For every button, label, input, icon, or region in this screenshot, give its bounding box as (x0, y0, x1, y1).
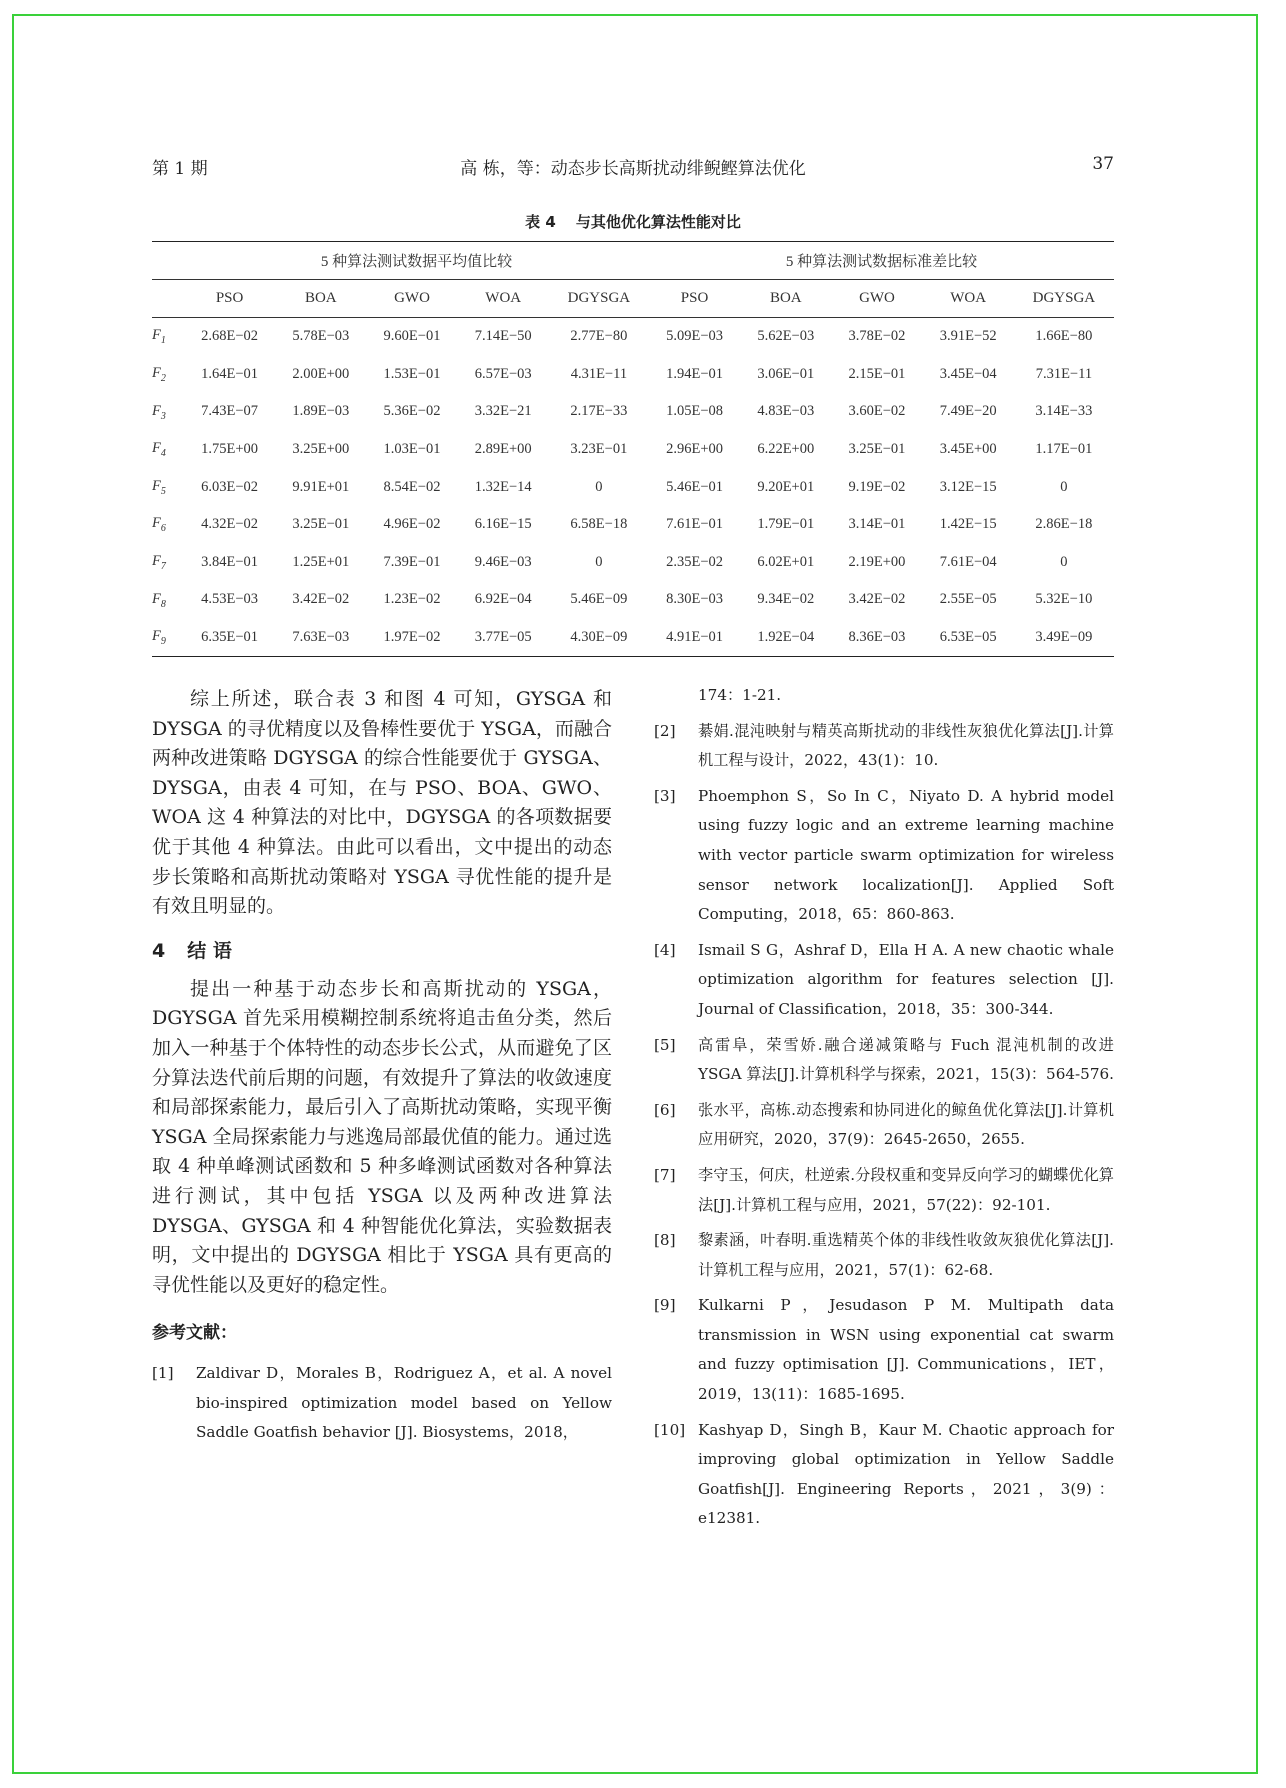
table-cell: 5.46E−01 (666, 478, 724, 495)
table-cell: 4.53E−03 (201, 591, 259, 608)
table-caption (152, 211, 1114, 232)
reference-number: [4] (654, 940, 676, 959)
table-cell: 7.43E−07 (201, 403, 259, 420)
table-cell: 3.45E+00 (939, 441, 997, 458)
table-number: 表 4 (525, 213, 556, 231)
reference-item (654, 1416, 1114, 1534)
table-cell: 6.92E−04 (474, 591, 532, 608)
table-cell: 8.30E−03 (666, 591, 724, 608)
table-cell: 5.09E−03 (666, 328, 724, 345)
table-group-header (152, 242, 1114, 280)
table-row (152, 506, 1114, 544)
table-cell: 7.63E−03 (292, 629, 350, 646)
function-label: $F_7$ (152, 552, 166, 572)
table-cell: 3.91E−52 (939, 328, 997, 345)
table-cell: 3.14E−33 (1035, 403, 1093, 420)
table-cell: 6.03E−02 (201, 478, 259, 495)
table-cell: 2.96E+00 (666, 441, 724, 458)
table-cell: 3.25E−01 (292, 516, 350, 533)
table-cell: 1.66E−80 (1035, 328, 1093, 345)
right-column (654, 685, 1114, 1540)
table-cell: 6.58E−18 (570, 516, 628, 533)
table-cell: 5.36E−02 (383, 403, 441, 420)
table-cell: 5.78E−03 (292, 328, 350, 345)
table-row (152, 619, 1114, 657)
running-title: 高 栋，等：动态步长高斯扰动绯鲵鲣算法优化 (460, 159, 806, 179)
table-cell: 3.45E−04 (939, 365, 997, 382)
reference-number: [7] (654, 1165, 676, 1184)
table-cell: 1.64E−01 (201, 365, 259, 382)
section-number: 4 (152, 939, 166, 962)
reference-number: [1] (152, 1364, 174, 1383)
table-cell: 2.00E+00 (292, 365, 350, 382)
table-cell: 2.17E−33 (570, 403, 628, 420)
table-cell: 4.91E−01 (666, 629, 724, 646)
column-header: WOA (923, 280, 1014, 318)
table-cell: 3.25E−01 (848, 441, 906, 458)
function-label: $F_3$ (152, 402, 166, 422)
table-row (152, 318, 1114, 356)
table-cell: 1.42E−15 (939, 516, 997, 533)
summary-paragraph: 综上所述，联合表 3 和图 4 可知，GYSGA 和 DYSGA 的寻优精度以及鲁棒性要优于 YSGA，而融合两种改进策略 DGYSGA 的综合性能要优于 GYSGA、DYSGA，由表 4 可知，在与 PSO、BOA、GWO、WOA 这 4 种算法的对比中，DGYSGA 的各项数据要优于其他 4 种算法。由此可以看出，文中提出的动态步长策略和高斯扰动策略对 YSGA 寻优性能的提升是有效且明显的。 (152, 688, 612, 918)
table-cell: 2.68E−02 (201, 328, 259, 345)
table-cell: 9.19E−02 (848, 478, 906, 495)
table-row (152, 356, 1114, 394)
results-table (152, 241, 1114, 657)
issue-number: 第 1 期 (152, 159, 208, 179)
reference-number: [9] (654, 1296, 676, 1315)
table-cell: 1.79E−01 (757, 516, 815, 533)
table-cell: 6.35E−01 (201, 629, 259, 646)
table-cell: 2.55E−05 (939, 591, 997, 608)
table-cell: 3.77E−05 (474, 629, 532, 646)
table-cell: 1.94E−01 (666, 365, 724, 382)
reference-item (654, 782, 1114, 930)
table-cell: 9.20E+01 (757, 478, 815, 495)
table-cell: 3.06E−01 (757, 365, 815, 382)
table-caption-text: 与其他优化算法性能对比 (575, 213, 741, 231)
reference-item (654, 936, 1114, 1025)
reference-text: 李守玉，何庆，杜逆索.分段权重和变异反向学习的蝴蝶优化算法[J].计算机工程与应用，2021，57(22)：92-101. (698, 1165, 1114, 1214)
reference-text: Phoemphon S，So In C，Niyato D. A hybrid model using fuzzy logic and an extreme learning machine with vector particle swarm optimization for wireless sensor network localization[J]. Applied Soft Computing，2018，65：860-863. (698, 786, 1114, 924)
section-heading (152, 936, 612, 963)
table-cell: 6.57E−03 (474, 365, 532, 382)
reference-item (654, 1031, 1114, 1090)
function-label: $F_5$ (152, 477, 166, 497)
reference-list (654, 717, 1114, 1534)
table-cell: 5.62E−03 (757, 328, 815, 345)
table-cell: 1.03E−01 (383, 441, 441, 458)
reference-text: 张水平，高栋.动态搜索和协同进化的鲸鱼优化算法[J].计算机应用研究，2020，37(9)：2645-2650，2655. (698, 1100, 1114, 1149)
column-header: DGYSGA (1014, 280, 1114, 318)
table-cell: 0 (1060, 478, 1068, 495)
column-header: GWO (366, 280, 457, 318)
table-cell: 0 (595, 553, 603, 570)
table-cell: 7.49E−20 (939, 403, 997, 420)
table-cell: 1.92E−04 (757, 629, 815, 646)
function-label: $F_4$ (152, 440, 166, 460)
table-cell: 7.14E−50 (474, 328, 532, 345)
table-cell: 2.19E+00 (848, 553, 906, 570)
table-cell: 6.53E−05 (939, 629, 997, 646)
reference-item (654, 1096, 1114, 1155)
reference-text: Zaldivar D，Morales B，Rodriguez A，et al. A novel bio-inspired optimization model based on Yellow Saddle Goatfish behavior [J]. Biosystems，2018， (196, 1364, 612, 1442)
column-header: BOA (740, 280, 831, 318)
table-cell: 6.22E+00 (757, 441, 815, 458)
function-label: $F_8$ (152, 590, 166, 610)
table-cell: 3.12E−15 (939, 478, 997, 495)
reference-number: [6] (654, 1100, 676, 1119)
reference-text: 黎素涵，叶春明.重选精英个体的非线性收敛灰狼优化算法[J].计算机工程与应用，2021，57(1)：62-68. (698, 1231, 1114, 1279)
column-header: PSO (649, 280, 740, 318)
reference-item (654, 1291, 1114, 1409)
table-cell: 4.30E−09 (570, 629, 628, 646)
table-cell: 9.46E−03 (474, 553, 532, 570)
reference-number: [5] (654, 1035, 676, 1054)
column-header: WOA (458, 280, 549, 318)
reference-text: Ismail S G，Ashraf D，Ella H A. A new chaotic whale optimization algorithm for features selection [J]. Journal of Classification，2018，35：300-344. (698, 940, 1114, 1018)
reference-text: Kashyap D，Singh B，Kaur M. Chaotic approach for improving global optimization in Yellow Saddle Goatfish[J]. Engineering Reports，2021，3(9)：e12381. (698, 1420, 1114, 1528)
table-cell: 1.23E−02 (383, 591, 441, 608)
table-cell: 3.32E−21 (474, 403, 532, 420)
table-cell: 5.32E−10 (1035, 591, 1093, 608)
column-header: GWO (831, 280, 922, 318)
table-cell: 3.84E−01 (201, 553, 259, 570)
table-cell: 2.89E+00 (474, 441, 532, 458)
group-std-header: 5 种算法测试数据标准差比较 (785, 254, 978, 270)
table-cell: 3.14E−01 (848, 516, 906, 533)
reference-continuation: 174：1-21. (698, 686, 782, 704)
table-cell: 1.97E−02 (383, 629, 441, 646)
table-cell: 1.32E−14 (474, 478, 532, 495)
page-number: 37 (1092, 154, 1114, 174)
reference-item (654, 717, 1114, 776)
reference-number: [3] (654, 786, 676, 805)
reference-item (152, 1359, 612, 1448)
function-label: $F_2$ (152, 364, 166, 384)
table-cell: 9.60E−01 (383, 328, 441, 345)
table-cell: 3.49E−09 (1035, 629, 1093, 646)
function-label: $F_1$ (152, 327, 166, 347)
table-cell: 8.36E−03 (848, 629, 906, 646)
reference-item (654, 1161, 1114, 1220)
table-row (152, 544, 1114, 582)
table-cell: 2.35E−02 (666, 553, 724, 570)
table-cell: 6.02E+01 (757, 553, 815, 570)
table-cell: 1.53E−01 (383, 365, 441, 382)
table-cell: 1.17E−01 (1035, 441, 1093, 458)
reference-number: [2] (654, 721, 676, 740)
table-cell: 3.42E−02 (292, 591, 350, 608)
table-cell: 3.23E−01 (570, 441, 628, 458)
table-row (152, 468, 1114, 506)
table-cell: 6.16E−15 (474, 516, 532, 533)
table-row (152, 581, 1114, 619)
running-header (152, 154, 1114, 178)
table-cell: 4.31E−11 (570, 365, 628, 382)
table-cell: 3.60E−02 (848, 403, 906, 420)
group-mean-header: 5 种算法测试数据平均值比较 (320, 254, 513, 270)
section-title: 结 语 (187, 939, 232, 962)
function-label: $F_9$ (152, 628, 166, 647)
table-cell: 2.77E−80 (570, 328, 628, 345)
reference-text: 高雷阜，荣雪娇.融合递减策略与 Fuch 混沌机制的改进 YSGA 算法[J].计算机科学与探索，2021，15(3)：564-576. (698, 1035, 1114, 1084)
table-cell: 3.25E+00 (292, 441, 350, 458)
table-cell: 0 (595, 478, 603, 495)
reference-item (654, 1226, 1114, 1285)
reference-number: [8] (654, 1231, 676, 1250)
table-cell: 1.75E+00 (201, 441, 259, 458)
table-cell: 4.96E−02 (383, 516, 441, 533)
reference-text: 綦娟.混沌映射与精英高斯扰动的非线性灰狼优化算法[J].计算机工程与设计，2022，43(1)：10. (698, 721, 1114, 770)
table-cell: 3.78E−02 (848, 328, 906, 345)
table-cell: 2.15E−01 (848, 365, 906, 382)
table-row (152, 431, 1114, 469)
reference-number: [10] (654, 1420, 686, 1439)
table-cell: 5.46E−09 (570, 591, 628, 608)
table-cell: 2.86E−18 (1035, 516, 1093, 533)
reference-text: Kulkarni P，Jesudason P M. Multipath data transmission in WSN using exponential cat swarm and fuzzy optimisation [J]. Communications，IET，2019，13(11)：1685-1695. (698, 1296, 1114, 1404)
table-cell: 1.89E−03 (292, 403, 350, 420)
table-cell: 1.25E+01 (292, 553, 350, 570)
table-cell: 9.34E−02 (757, 591, 815, 608)
table-cell: 4.32E−02 (201, 516, 259, 533)
function-label: $F_6$ (152, 515, 166, 535)
table-cell: 7.61E−04 (939, 553, 997, 570)
table-cell: 3.42E−02 (848, 591, 906, 608)
left-column (152, 685, 612, 1454)
table-cell: 7.61E−01 (666, 516, 724, 533)
references-heading: 参考文献： (152, 1323, 237, 1344)
table-column-header (152, 280, 1114, 318)
column-header: BOA (275, 280, 366, 318)
table-row (152, 393, 1114, 431)
table-cell: 0 (1060, 553, 1068, 570)
conclusion-paragraph: 提出一种基于动态步长和高斯扰动的 YSGA，DGYSGA 首先采用模糊控制系统将追击鱼分类，然后加入一种基于个体特性的动态步长公式，从而避免了区分算法迭代前后期的问题，有效提升了算法的收敛速度和局部探索能力，最后引入了高斯扰动策略，实现平衡 YSGA 全局探索能力与逃逸局部最优值的能力。通过选取 4 种单峰测试函数和 5 种多峰测试函数对各种算法进行测试，其中包括 YSGA 以及两种改进算法 DYSGA、GYSGA 和 4 种智能优化算法，实验数据表明，文中提出的 DGYSGA 相比于 YSGA 具有更高的寻优性能以及更好的稳定性。 (152, 977, 612, 1296)
table-cell: 7.39E−01 (383, 553, 441, 570)
table-cell: 4.83E−03 (757, 403, 815, 420)
column-header: DGYSGA (549, 280, 649, 318)
column-header: PSO (184, 280, 275, 318)
table-cell: 1.05E−08 (666, 403, 724, 420)
table-cell: 7.31E−11 (1035, 365, 1093, 382)
table-cell: 8.54E−02 (383, 478, 441, 495)
table-cell: 9.91E+01 (292, 478, 350, 495)
